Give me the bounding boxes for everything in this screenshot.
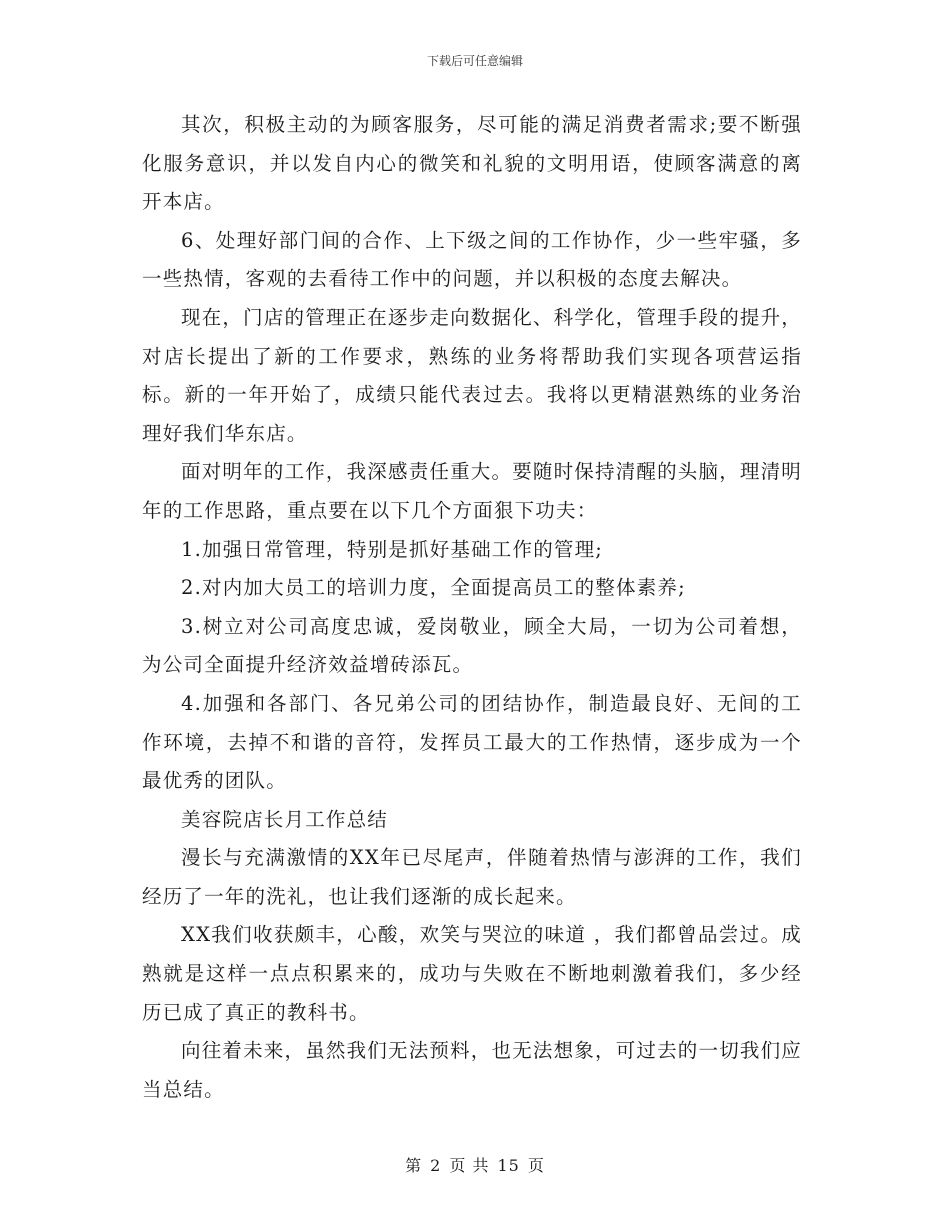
list-item: 1.加强日常管理，特别是抓好基础工作的管理; — [181, 537, 604, 561]
list-item: 4.加强和各部门、各兄弟公司的团结协作，制造最良好、无间的工作环境，去掉不和谐的音符，发挥员工最大的工作热情，逐步成为一个最优秀的团队。 — [142, 691, 802, 793]
total-page-count: 15 — [497, 1156, 520, 1175]
footer-prefix: 第 — [405, 1156, 423, 1175]
paragraph: 6、处理好部门间的合作、上下级之间的工作协作，少一些牢骚，多一些热情，客观的去看待工作中的问题，并以积极的态度去解决。 — [142, 228, 802, 291]
section-title: 美容院店长月工作总结 — [181, 807, 389, 831]
footer-suffix: 页 — [527, 1156, 545, 1175]
list-item: 2.对内加大员工的培训力度，全面提高员工的整体素养; — [181, 576, 686, 600]
page-footer — [0, 1153, 950, 1176]
list-item: 3.树立对公司高度忠诚，爱岗敬业，顾全大局，一切为公司着想，为公司全面提升经济效益增砖添瓦。 — [142, 614, 802, 677]
footer-middle: 页 共 — [449, 1156, 490, 1175]
current-page-number: 2 — [430, 1156, 442, 1175]
document-body — [142, 106, 802, 1109]
paragraph: 漫长与充满激情的XX年已尽尾声，伴随着热情与澎湃的工作，我们经历了一年的洗礼，也让我们逐渐的成长起来。 — [142, 846, 802, 908]
paragraph: 现在，门店的管理正在逐步走向数据化、科学化，管理手段的提升，对店长提出了新的工作要求，熟练的业务将帮助我们实现各项营运指标。新的一年开始了，成绩只能代表过去。我将以更精湛熟练的业务治理好我们华东店。 — [142, 305, 803, 445]
paragraph: 其次，积极主动的为顾客服务，尽可能的满足消费者需求;要不断强化服务意识，并以发自内心的微笑和礼貌的文明用语，使顾客满意的离开本店。 — [142, 113, 802, 214]
paragraph: 面对明年的工作，我深感责任重大。要随时保持清醒的头脑，理清明年的工作思路，重点要在以下几个方面狠下功夫： — [142, 460, 803, 522]
page-header: 下载后可任意编辑 — [426, 54, 523, 68]
paragraph: XX我们收获颇丰，心酸，欢笑与哭泣的味道 ，我们都曾品尝过。成熟就是这样一点点积累来的，成功与失败在不断地刺激着我们，多少经历已成了真正的教科书。 — [142, 923, 802, 1024]
paragraph: 向往着未来，虽然我们无法预料，也无法想象，可过去的一切我们应当总结。 — [142, 1039, 803, 1101]
